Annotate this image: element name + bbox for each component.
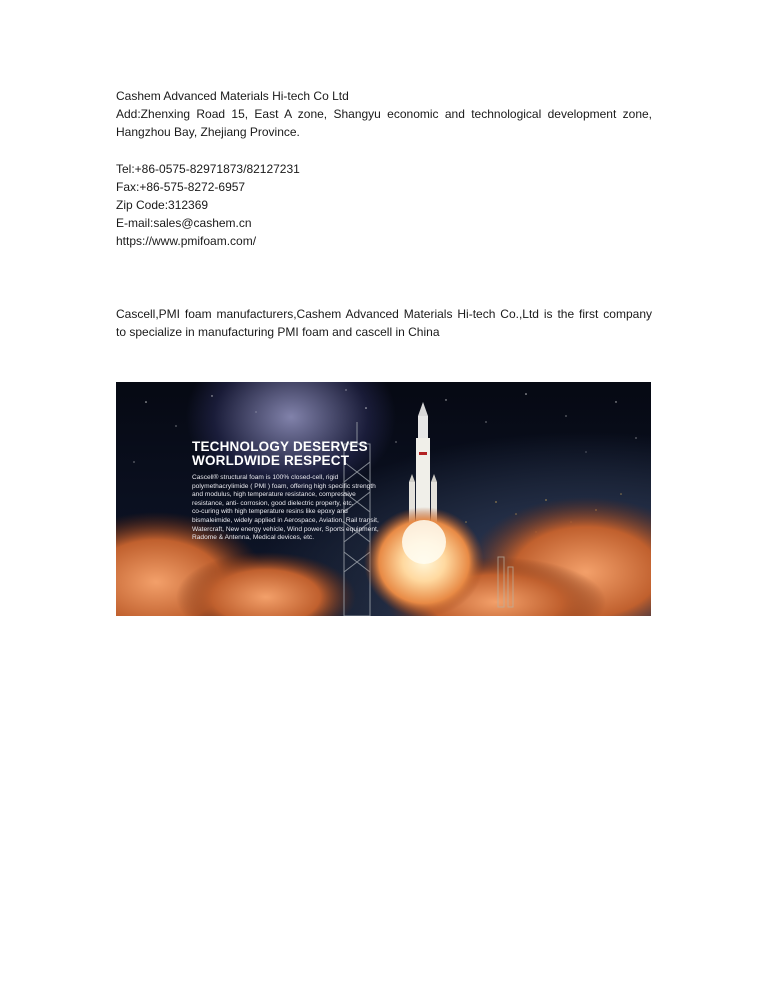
intro-line-1: Cascell,PMI foam manufacturers,Cashem Advanced Materials Hi-tech Co.,Ltd is the first company [116, 307, 652, 321]
rocket-launch-image [116, 382, 651, 616]
banner-headline-line-1: TECHNOLOGY DESERVES [192, 439, 368, 454]
blurb-line: bismaleimide, widely applied in Aerospace, Aviation, Rail transit, [192, 516, 379, 524]
blurb-line: polymethacrylimide ( PMI ) foam, offering high specific strength [192, 482, 376, 490]
intro-line-2: to specialize in manufacturing PMI foam and cascell in China [116, 325, 440, 339]
email-link[interactable]: E-mail:sales@cashem.cn [116, 216, 252, 230]
blurb-line: co-curing with high temperature resins like epoxy and [192, 508, 348, 516]
blurb-line: Radome & Antenna, Medical devices, etc. [192, 534, 315, 542]
banner-headline-line-2: WORLDWIDE RESPECT [192, 453, 350, 468]
blurb-line: and modulus, high temperature resistance, compressive [192, 491, 356, 499]
fax-line: Fax:+86-575-8272-6957 [116, 180, 246, 194]
blurb-line: Cascell® structural foam is 100% closed-cell, rigid [192, 474, 339, 481]
website-link[interactable]: https://www.pmifoam.com/ [116, 234, 257, 248]
blurb-line: Watercraft, New energy vehicle, Wind power, Sports equipment, [192, 525, 379, 533]
zip-line: Zip Code:312369 [116, 198, 209, 212]
banner-blurb [192, 474, 392, 543]
banner-headline [192, 440, 368, 468]
address-line-1: Add:Zhenxing Road 15, East A zone, Shangyu economic and technological development zone, [116, 107, 652, 121]
address-line-2: Hangzhou Bay, Zhejiang Province. [116, 125, 300, 139]
company-name: Cashem Advanced Materials Hi-tech Co Ltd [116, 89, 349, 103]
blurb-line: resistance, anti- corrosion, good dielectric property, etc. [192, 499, 354, 507]
tel-line: Tel:+86-0575-82971873/82127231 [116, 162, 300, 176]
